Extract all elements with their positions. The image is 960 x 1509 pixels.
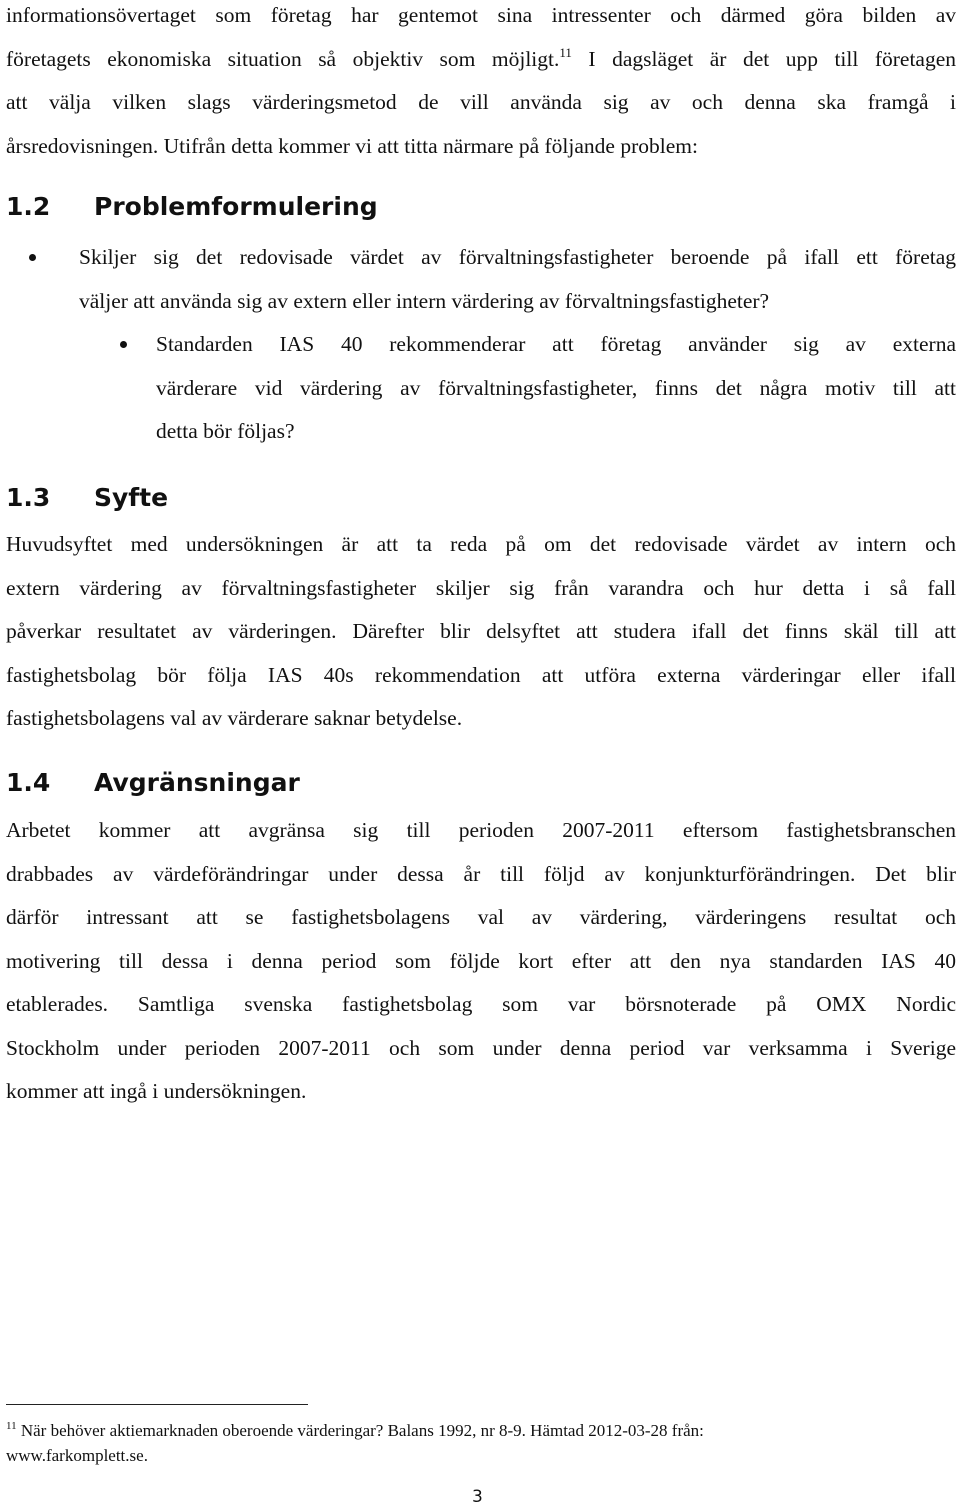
section-heading-syfte <box>6 483 168 512</box>
avgransningar-line: Stockholm under perioden 2007-2011 och som under denna period var verksamma i Sverige <box>6 1035 956 1060</box>
footnote-line-1: $^{11}$ När behöver aktiemarknaden oberoende värderingar? Balans 1992, nr 8-9. Hämtad 2012-03-28 från: <box>6 1420 704 1440</box>
avgransningar-line: därför intressant att se fastighetsbolagens val av värdering, värderingens resultat och <box>6 905 956 929</box>
avgransningar-line: motivering till dessa i denna period som följde kort efter att den nya standarden IAS 40 <box>6 948 956 973</box>
avgransningar-line: etablerades. Samtliga svenska fastighetsbolag som var börsnoterade på OMX Nordic <box>6 992 956 1016</box>
section-title: Problemformulering <box>94 192 378 221</box>
intro-line-3: att välja vilken slags värderingsmetod de vill använda sig av och denna ska framgå i <box>6 90 956 114</box>
section-title: Avgränsningar <box>94 768 300 797</box>
avgransningar-line: drabbades av värdeförändringar under dessa år till följd av konjunkturförändringen. Det blir <box>6 861 956 886</box>
bullet-item-2 <box>156 323 956 454</box>
avgransningar-paragraph <box>6 809 956 1114</box>
bullet-item-1 <box>79 236 956 323</box>
footnote <box>6 1418 704 1468</box>
section-number: 1.3 <box>6 483 51 512</box>
footnote-line-2: www.farkomplett.se. <box>6 1446 148 1465</box>
section-heading-avgransningar <box>6 768 300 797</box>
syfte-line: påverkar resultatet av värderingen. Därefter blir delsyftet att studera ifall det finns skäl till att <box>6 619 956 643</box>
bullet-icon <box>120 341 127 348</box>
syfte-paragraph <box>6 523 956 741</box>
syfte-line: fastighetsbolagens val av värderare saknar betydelse. <box>6 706 463 730</box>
avgransningar-line: kommer att ingå i undersökningen. <box>6 1079 307 1103</box>
intro-line-4: årsredovisningen. Utifrån detta kommer vi att titta närmare på följande problem: <box>6 133 698 158</box>
bullet-2-line-3: detta bör följas? <box>156 419 295 443</box>
intro-line-2: företagets ekonomiska situation så objektiv som möjligt.$^{11}$ I dagsläget är det upp till företagen <box>6 44 957 71</box>
section-number: 1.4 <box>6 768 51 797</box>
bullet-2-line-1: Standarden IAS 40 rekommenderar att företag använder sig av externa <box>156 332 956 356</box>
section-heading-problemformulering <box>6 192 378 221</box>
footnote-marker: 11 <box>6 1420 17 1432</box>
syfte-line: fastighetsbolag bör följa IAS 40s rekommendation att utföra externa värderingar eller ifall <box>6 662 956 687</box>
section-number: 1.2 <box>6 192 51 221</box>
bullet-icon <box>29 254 36 261</box>
footnote-divider <box>6 1404 308 1405</box>
bullet-1-line-2: väljer att använda sig av extern eller intern värdering av förvaltningsfastigheter? <box>79 288 770 313</box>
intro-paragraph <box>6 0 956 168</box>
bullet-1-line-1: Skiljer sig det redovisade värdet av förvaltningsfastigheter beroende på ifall ett företag <box>79 245 956 269</box>
syfte-line: Huvudsyftet med undersökningen är att ta reda på om det redovisade värdet av intern och <box>6 532 956 556</box>
page-number: 3 <box>472 1487 483 1507</box>
avgransningar-line: Arbetet kommer att avgränsa sig till perioden 2007-2011 eftersom fastighetsbranschen <box>6 818 956 842</box>
syfte-line: extern värdering av förvaltningsfastigheter skiljer sig från varandra och hur detta i så fall <box>6 575 956 600</box>
section-title: Syfte <box>94 483 169 512</box>
bullet-2-line-2: värderare vid värdering av förvaltningsfastigheter, finns det några motiv till att <box>156 375 956 400</box>
intro-line-1: informationsövertaget som företag har gentemot sina intressenter och därmed göra bilden av <box>6 3 956 27</box>
footnote-reference: 11 <box>559 44 572 60</box>
